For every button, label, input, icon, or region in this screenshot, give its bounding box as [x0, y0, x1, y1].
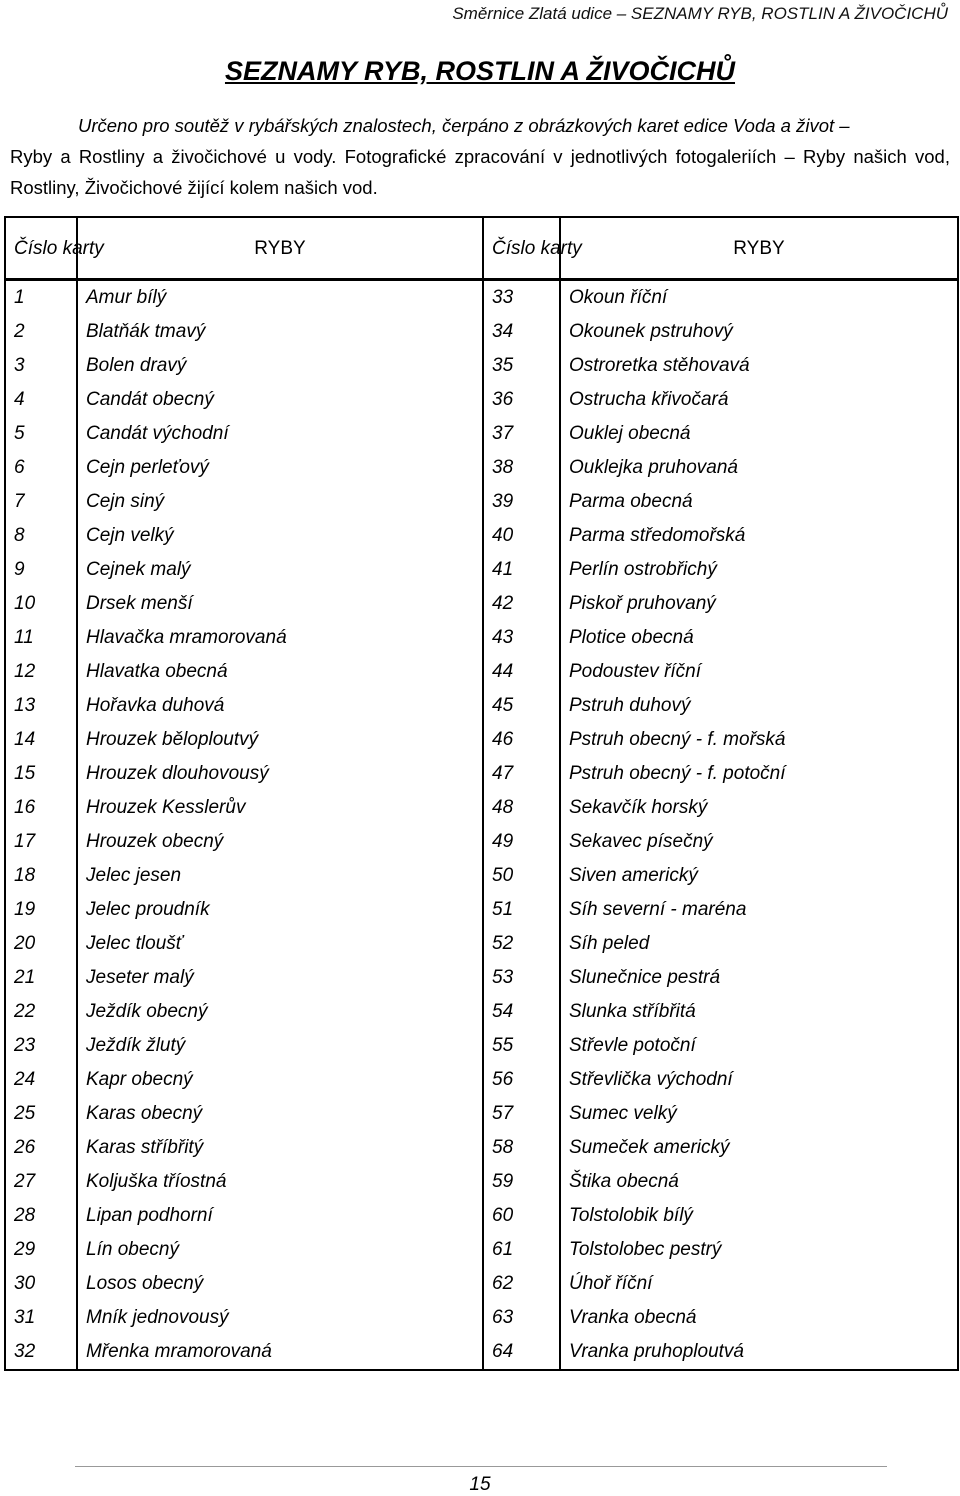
table-row	[5, 1097, 958, 1131]
fish-name-left: Lipan podhorní	[77, 1199, 483, 1233]
card-number-left: 11	[5, 621, 77, 655]
table-row	[5, 553, 958, 587]
fish-name-right: Plotice obecná	[560, 621, 958, 655]
card-number-right: 58	[483, 1131, 560, 1165]
fish-name-right: Slunečnice pestrá	[560, 961, 958, 995]
intro-paragraph	[10, 110, 950, 203]
table-row	[5, 1165, 958, 1199]
card-number-right: 38	[483, 451, 560, 485]
card-number-left: 26	[5, 1131, 77, 1165]
fish-name-left: Ježdík žlutý	[77, 1029, 483, 1063]
card-number-left: 19	[5, 893, 77, 927]
table-row	[5, 961, 958, 995]
table-row	[5, 655, 958, 689]
header-number-right: Číslo karty	[483, 217, 560, 280]
fish-name-right: Podoustev říční	[560, 655, 958, 689]
table-row	[5, 280, 958, 316]
card-number-right: 47	[483, 757, 560, 791]
card-number-left: 8	[5, 519, 77, 553]
table-row	[5, 893, 958, 927]
fish-name-right: Úhoř říční	[560, 1267, 958, 1301]
fish-name-right: Sekavec písečný	[560, 825, 958, 859]
table-row	[5, 587, 958, 621]
card-number-right: 49	[483, 825, 560, 859]
fish-name-right: Tolstolobec pestrý	[560, 1233, 958, 1267]
table-row	[5, 1233, 958, 1267]
card-number-left: 1	[5, 280, 77, 316]
card-number-right: 42	[483, 587, 560, 621]
card-number-right: 62	[483, 1267, 560, 1301]
page-number: 15	[469, 1474, 491, 1495]
card-number-right: 46	[483, 723, 560, 757]
card-number-left: 10	[5, 587, 77, 621]
fish-name-left: Cejn perleťový	[77, 451, 483, 485]
card-number-right: 41	[483, 553, 560, 587]
table-row	[5, 1335, 958, 1370]
fish-name-right: Vranka obecná	[560, 1301, 958, 1335]
fish-table	[4, 216, 959, 1371]
card-number-right: 44	[483, 655, 560, 689]
table-row	[5, 315, 958, 349]
footer-divider	[75, 1466, 887, 1467]
card-number-left: 18	[5, 859, 77, 893]
card-number-left: 31	[5, 1301, 77, 1335]
intro-line-2: Ryby a Rostliny a živočichové u vody. Fotografické zpracování v jednotlivých fotogaleriích – Ryby našich vod, Rostliny, Živočichové žijící kolem našich vod.	[10, 146, 950, 198]
card-number-right: 52	[483, 927, 560, 961]
card-number-left: 13	[5, 689, 77, 723]
table-row	[5, 927, 958, 961]
fish-name-right: Slunka stříbřitá	[560, 995, 958, 1029]
fish-name-right: Síh peled	[560, 927, 958, 961]
table-row	[5, 519, 958, 553]
card-number-left: 24	[5, 1063, 77, 1097]
fish-name-right: Střevlička východní	[560, 1063, 958, 1097]
fish-name-left: Hrouzek obecný	[77, 825, 483, 859]
fish-name-left: Jelec proudník	[77, 893, 483, 927]
card-number-right: 64	[483, 1335, 560, 1370]
fish-name-right: Siven americký	[560, 859, 958, 893]
header-name-left: RYBY	[77, 217, 483, 280]
fish-name-left: Losos obecný	[77, 1267, 483, 1301]
card-number-left: 29	[5, 1233, 77, 1267]
fish-name-left: Lín obecný	[77, 1233, 483, 1267]
fish-name-left: Bolen dravý	[77, 349, 483, 383]
fish-name-right: Ouklej obecná	[560, 417, 958, 451]
running-header: Směrnice Zlatá udice – SEZNAMY RYB, ROSTLIN A ŽIVOČICHŮ	[452, 4, 948, 23]
card-number-right: 55	[483, 1029, 560, 1063]
card-number-right: 59	[483, 1165, 560, 1199]
fish-name-left: Cejnek malý	[77, 553, 483, 587]
fish-name-left: Hlavačka mramorovaná	[77, 621, 483, 655]
card-number-right: 56	[483, 1063, 560, 1097]
card-number-right: 50	[483, 859, 560, 893]
card-number-left: 27	[5, 1165, 77, 1199]
card-number-left: 5	[5, 417, 77, 451]
fish-name-right: Pstruh obecný - f. potoční	[560, 757, 958, 791]
fish-name-left: Jeseter malý	[77, 961, 483, 995]
table-row	[5, 621, 958, 655]
card-number-left: 16	[5, 791, 77, 825]
table-row	[5, 1063, 958, 1097]
card-number-left: 30	[5, 1267, 77, 1301]
table-row	[5, 1267, 958, 1301]
fish-name-right: Síh severní - maréna	[560, 893, 958, 927]
fish-name-left: Hrouzek dlouhovousý	[77, 757, 483, 791]
card-number-right: 40	[483, 519, 560, 553]
fish-name-right: Parma obecná	[560, 485, 958, 519]
card-number-left: 7	[5, 485, 77, 519]
card-number-right: 45	[483, 689, 560, 723]
table-row	[5, 1029, 958, 1063]
fish-name-right: Vranka pruhoploutvá	[560, 1335, 958, 1370]
card-number-right: 39	[483, 485, 560, 519]
card-number-right: 51	[483, 893, 560, 927]
fish-name-right: Sekavčík horský	[560, 791, 958, 825]
card-number-left: 4	[5, 383, 77, 417]
fish-name-left: Amur bílý	[77, 280, 483, 316]
card-number-right: 33	[483, 280, 560, 316]
fish-name-left: Candát obecný	[77, 383, 483, 417]
card-number-right: 37	[483, 417, 560, 451]
fish-name-left: Drsek menší	[77, 587, 483, 621]
card-number-right: 63	[483, 1301, 560, 1335]
card-number-right: 57	[483, 1097, 560, 1131]
table-row	[5, 689, 958, 723]
fish-name-right: Okoun říční	[560, 280, 958, 316]
card-number-right: 36	[483, 383, 560, 417]
card-number-left: 2	[5, 315, 77, 349]
table-row	[5, 995, 958, 1029]
fish-name-left: Karas stříbřitý	[77, 1131, 483, 1165]
fish-name-left: Mřenka mramorovaná	[77, 1335, 483, 1370]
table-row	[5, 383, 958, 417]
card-number-left: 32	[5, 1335, 77, 1370]
fish-name-right: Parma středomořská	[560, 519, 958, 553]
card-number-left: 17	[5, 825, 77, 859]
table-row	[5, 859, 958, 893]
fish-name-left: Jelec jesen	[77, 859, 483, 893]
fish-name-left: Jelec tloušť	[77, 927, 483, 961]
fish-name-left: Koljuška tříostná	[77, 1165, 483, 1199]
card-number-right: 54	[483, 995, 560, 1029]
fish-name-right: Štika obecná	[560, 1165, 958, 1199]
fish-name-right: Piskoř pruhovaný	[560, 587, 958, 621]
fish-name-right: Perlín ostrobřichý	[560, 553, 958, 587]
table-row	[5, 757, 958, 791]
fish-name-right: Pstruh duhový	[560, 689, 958, 723]
card-number-left: 28	[5, 1199, 77, 1233]
card-number-right: 43	[483, 621, 560, 655]
fish-name-left: Candát východní	[77, 417, 483, 451]
table-row	[5, 1199, 958, 1233]
table-row	[5, 451, 958, 485]
card-number-left: 23	[5, 1029, 77, 1063]
card-number-right: 48	[483, 791, 560, 825]
fish-name-right: Ostrucha křivočará	[560, 383, 958, 417]
card-number-left: 20	[5, 927, 77, 961]
fish-name-left: Cejn velký	[77, 519, 483, 553]
fish-name-left: Ježdík obecný	[77, 995, 483, 1029]
card-number-right: 35	[483, 349, 560, 383]
fish-name-right: Okounek pstruhový	[560, 315, 958, 349]
table-row	[5, 349, 958, 383]
fish-name-right: Sumeček americký	[560, 1131, 958, 1165]
header-number-left: Číslo karty	[5, 217, 77, 280]
fish-name-left: Cejn siný	[77, 485, 483, 519]
card-number-left: 6	[5, 451, 77, 485]
fish-name-left: Blatňák tmavý	[77, 315, 483, 349]
fish-name-right: Tolstolobik bílý	[560, 1199, 958, 1233]
table-row	[5, 825, 958, 859]
card-number-left: 3	[5, 349, 77, 383]
card-number-left: 21	[5, 961, 77, 995]
fish-name-right: Ostroretka stěhovavá	[560, 349, 958, 383]
fish-name-left: Hrouzek Kesslerův	[77, 791, 483, 825]
card-number-left: 12	[5, 655, 77, 689]
card-number-right: 60	[483, 1199, 560, 1233]
table-row	[5, 723, 958, 757]
card-number-left: 9	[5, 553, 77, 587]
fish-name-right: Sumec velký	[560, 1097, 958, 1131]
fish-name-right: Ouklejka pruhovaná	[560, 451, 958, 485]
fish-table-body	[5, 280, 958, 1371]
fish-name-left: Hrouzek běloploutvý	[77, 723, 483, 757]
table-row	[5, 791, 958, 825]
card-number-right: 34	[483, 315, 560, 349]
fish-name-left: Mník jednovousý	[77, 1301, 483, 1335]
fish-name-left: Hořavka duhová	[77, 689, 483, 723]
table-row	[5, 485, 958, 519]
table-row	[5, 1301, 958, 1335]
card-number-left: 15	[5, 757, 77, 791]
table-row	[5, 1131, 958, 1165]
card-number-right: 61	[483, 1233, 560, 1267]
fish-name-left: Karas obecný	[77, 1097, 483, 1131]
fish-name-left: Kapr obecný	[77, 1063, 483, 1097]
card-number-left: 25	[5, 1097, 77, 1131]
table-header-row	[5, 217, 958, 280]
page-title: SEZNAMY RYB, ROSTLIN A ŽIVOČICHŮ	[224, 56, 736, 86]
card-number-left: 22	[5, 995, 77, 1029]
card-number-left: 14	[5, 723, 77, 757]
intro-line-1: Určeno pro soutěž v rybářských znalostech, čerpáno z obrázkových karet edice Voda a život –	[78, 115, 850, 136]
fish-name-right: Pstruh obecný - f. mořská	[560, 723, 958, 757]
header-name-right: RYBY	[560, 217, 958, 280]
card-number-right: 53	[483, 961, 560, 995]
fish-name-right: Střevle potoční	[560, 1029, 958, 1063]
table-row	[5, 417, 958, 451]
fish-name-left: Hlavatka obecná	[77, 655, 483, 689]
